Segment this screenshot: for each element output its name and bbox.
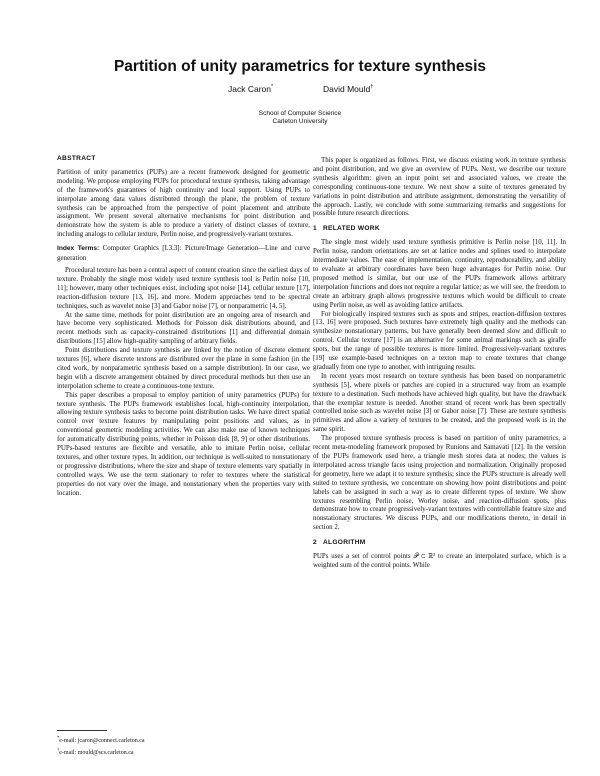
related-work-paragraph: For biologically inspired textures such as spots and stripes, reaction-diffusion textures [13, 16] were proposed. Such textures have extremely high quality and the methods can synthesize nonstationary patterns, but have generally been deemed slow and difficult to control. Cellular texture [17] is an alternative for some animal markings such as giraffe spots, but the range of possible textures is more limited. Progressively-variant textures [19] use example-based techniques on a texton map to create textures that change gradually from one type to another, with intriguing results. bbox=[313, 309, 566, 371]
right-column bbox=[313, 156, 566, 570]
left-column bbox=[57, 155, 310, 498]
affiliation bbox=[0, 110, 600, 126]
algorithm-paragraph: PUPs uses a set of control points 𝒫 ⊂ ℝ³ to create an interpolated surface, which is a weighted sum of the control points. While bbox=[313, 552, 566, 569]
footnote: *e-mail: jcaron@connect.carleton.ca bbox=[57, 735, 145, 744]
affiliation-line: Carleton University bbox=[272, 118, 328, 125]
section-heading-related-work: 1 RELATED WORK bbox=[313, 225, 380, 233]
footnote-rule bbox=[57, 730, 107, 731]
footnotes bbox=[57, 734, 145, 757]
related-work-paragraph: In recent years most research on texture synthesis has been based on nonparametric synthesis [5], where pixels or patches are copied in a structured way from an example texture to a destination. Such methods have achieved high quality, but have the drawback that the exemplar texture is needed. Another strand of recent work has been spectrally controlled noise such as wavelet noise [3] or Gabor noise [7]. These are texture synthesis primitives and allow a variety of textures to be created, and the proposed work is in the same spirit. bbox=[313, 371, 566, 434]
intro-paragraph: Point distributions and texture synthesis are linked by the notion of discrete element textures [6], where discrete textons are distributed over the plane in some fashion (in the cited work, by nonparametric synthesis based on a sample distribution). In our case, we begin with a discrete arrangement obtained by direct procedural methods but then use an interpolation scheme to create a continuous-tone texture. bbox=[57, 346, 310, 390]
related-work-paragraph: The single most widely used texture synthesis primitive is Perlin noise [10, 11]. In Perlin noise, random orientations are set at lattice nodes and splines used to interpolate intermediate values. The ease of implementation, continuity, reproduceability, and ability to evaluate at arbitrary coordinates have been huge advantages for Perlin noise. Our proposed method is similar, but our use of the PUPs framework allows arbitrary interpolation functions and does not require a regular lattice; as we will see, the freedom to create an arbitrary graph allows progressive textures which would be difficult to create using Perlin noise, as well as avoiding lattice artifacts. bbox=[313, 238, 566, 309]
math-control-points: 𝒫 ⊂ ℝ³ bbox=[413, 552, 436, 561]
abstract-text: Partition of unity parametrics (PUPs) are a recent framework designed for geometric modeling. We propose employing PUPs for procedural texture synthesis, taking advantage of the framework's guarantees of high continuity and local support. Using PUPs to interpolate among data values distributed through the plane, the problem of texture synthesis can be approached from the perspective of point placement and attribute assignment. We present several alternative mechanisms for point distribution and demonstrate how the system is able to produce a variety of distinct classes of texture, including analogs to cellular texture, Perlin noise, and progressively-variant textures. bbox=[57, 167, 310, 239]
intro-paragraph: Procedural texture has been a central aspect of content creation since the earliest days of texture. Probably the single most widely used texture synthesis tool is Perlin noise [10, 11]; however, many other techniques exist, including spot noise [14], cellular texture [17], reaction-diffusion texture [13, 16], and more. Modern approaches tend to be spectral techniques, such as wavelet noise [3] and Gabor noise [7], or nonparametric [4, 5]. bbox=[57, 265, 311, 310]
index-terms bbox=[57, 244, 310, 263]
related-work-paragraph: The proposed texture synthesis process is based on partition of unity parametrics, a recent meta-modeling framework proposed by Runions and Samavati [12]. In the version of the PUPs framework used here, a triangle mesh stores data at nodes; the values is interpolated across triangle faces using projection and normalization. Originally proposed for geometry, here we adapt it to texture synthesis; since the PUPs structure is already well suited to texture synthesis, we concentrate on showing how point distributions and point labels can be assigned in such a way as to create different types of texture. We show textures resembling Perlin noise, Worley noise, and reaction-diffusion spots, plus demonstrate how to create progressively-variant textures with controllable feature size and nonstationary structures. We discuss PUPs, and our modifications thereto, in detail in section 2. bbox=[313, 434, 566, 532]
affiliation-line: School of Computer Science bbox=[258, 110, 342, 117]
abstract-heading: ABSTRACT bbox=[57, 155, 96, 162]
intro-paragraph: At the same time, methods for point distribution are an ongoing area of research and have become very sophisticated. Methods for Poisson disk distributions abound, and recent methods such as capacity-constrained distributions [1] and differential domain distributions [15] allow high-quality sampling of arbitrary fields. bbox=[57, 310, 310, 346]
footnote: †e-mail: mould@scs.carleton.ca bbox=[57, 746, 134, 756]
intro-paragraph: This paper describes a proposal to employ partition of unity parametrics (PUPs) for texture synthesis. The PUPs framework establishes local, high-continuity interpolation, allowing texture synthesis tasks to become point distribution tasks. We have direct spatial control over texture features by manipulating point positions and values, as in conventional geometric modeling activities. We can also make use of known techniques for automatically distributing points, whether in Poisson disk [8, 9] or other distributions. PUPs-based textures are flexible and versatile, able to imitate Perlin noise, cellular textures, and other texture types. In addition, our technique is well-suited to nonstationary or progressive distributions, where the size and shape of texture elements vary spatially in controlled ways. We use the term stationary to refer to textures where the statistical properties do not vary over the image, and nonstationary when the properties vary with location. bbox=[57, 390, 310, 497]
section-heading-algorithm: 2 ALGORITHM bbox=[313, 539, 366, 547]
author-list bbox=[0, 84, 600, 96]
author-mould: David Mould† bbox=[323, 84, 374, 94]
index-terms-text: Computer Graphics [I.3.3]: Picture/Image Generation—Line and curve generation bbox=[57, 244, 310, 263]
organization-paragraph: This paper is organized as follows. First, we discuss existing work in texture synthesis and point distribution, and we give an overview of PUPs. Next, we describe our texture synthesis algorithm: given an input point set and associated values, we create the corresponding continuous-tone texture. We next show a suite of textures generated by variations in point distribution and attribute assignment, demonstrating the versatility of the approach. Lastly, we conclude with some summarizing remarks and suggestions for possible future research directions. bbox=[313, 156, 566, 218]
author-caron: Jack Caron* bbox=[228, 84, 274, 94]
paper-title: Partition of unity parametrics for texture synthesis bbox=[113, 58, 487, 75]
abstract bbox=[57, 155, 310, 239]
index-terms-label: Index Terms: bbox=[57, 245, 100, 253]
